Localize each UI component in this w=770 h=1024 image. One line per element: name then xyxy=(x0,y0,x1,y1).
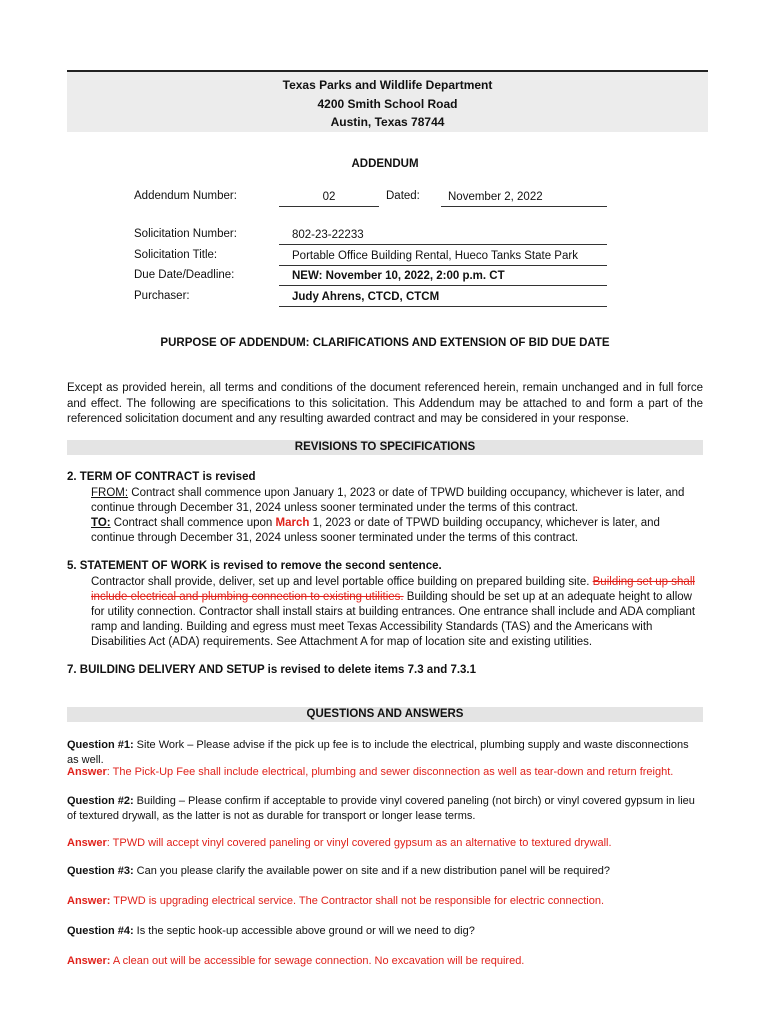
section-2-to xyxy=(91,516,701,546)
solicitation-title-value: Portable Office Building Rental, Hueco Tanks State Park xyxy=(279,249,607,266)
s5-text-b: Building should be set up at an adequate height to allow for utility connection. Contractor shall install stairs at building entrances. One entrance shall include and ADA compliant ramp and landing. Building and egress must meet Texas Accessibility Standards (TAS) and the Americans with Disabilities Act (ADA) requirements. See Attachment A for map of location site and existing utilities. xyxy=(91,591,696,648)
intro-paragraph: Except as provided herein, all terms and conditions of the document referenced herein, remain unchanged and in full force and effect. The following are specifications to this solicitation. This Addendum may be attached to and form a part of the referenced solicitation document and any resulting awarded contract and may be considered in your response. xyxy=(67,382,703,425)
answer-4 xyxy=(67,954,703,969)
q1-label: Question #1: xyxy=(67,739,134,751)
a2-label: Answer xyxy=(67,837,107,849)
question-2 xyxy=(67,794,703,824)
answer-1 xyxy=(67,765,703,780)
q2-text: Building – Please confirm if acceptable to provide vinyl covered paneling (not birch) or vinyl covered gypsum in lieu of textured drywall, as the latter is not as durable for transport or longer lease terms. xyxy=(67,795,695,822)
section-5-body xyxy=(91,575,701,650)
a2-text: : TPWD will accept vinyl covered paneling or vinyl covered gypsum as an alternative to textured drywall. xyxy=(106,837,612,849)
from-text: Contract shall commence upon January 1, 2023 or date of TPWD building occupancy, whichever is later, and continue through December 31, 2024 unless sooner terminated under the terms of this contract. xyxy=(91,487,685,514)
section-7-heading: 7. BUILDING DELIVERY AND SETUP is revised to delete items 7.3 and 7.3.1 xyxy=(67,664,477,676)
addendum-title: ADDENDUM xyxy=(351,158,419,170)
q3-label: Question #3: xyxy=(67,865,134,877)
solicitation-number-value: 802-23-22233 xyxy=(279,228,607,245)
dated-value: November 2, 2022 xyxy=(441,190,607,207)
solicitation-title-label: Solicitation Title: xyxy=(134,249,218,261)
a4-text: A clean out will be accessible for sewage connection. No excavation will be required. xyxy=(110,955,525,967)
to-text-b: 1, 2023 or date of TPWD building occupancy, whichever is later, and continue through December 31, 2024 unless sooner terminated under the terms of this contract. xyxy=(91,517,660,544)
due-date-label: Due Date/Deadline: xyxy=(134,269,235,281)
to-text-a: Contract shall commence upon xyxy=(110,517,276,529)
revisions-heading: REVISIONS TO SPECIFICATIONS xyxy=(67,440,703,455)
to-march: March xyxy=(275,517,310,529)
q1-text: Site Work – Please advise if the pick up fee is to include the electrical, plumbing supply and waste disconnections as well. xyxy=(67,739,689,766)
addendum-number-label: Addendum Number: xyxy=(134,190,237,202)
a1-text: : The Pick-Up Fee shall include electrical, plumbing and sewer disconnection as well as tear-down and return freight. xyxy=(106,766,674,778)
purchaser-value: Judy Ahrens, CTCD, CTCM xyxy=(279,290,607,307)
purpose-heading: PURPOSE OF ADDENDUM: CLARIFICATIONS AND EXTENSION OF BID DUE DATE xyxy=(160,337,610,349)
agency-city: Austin, Texas 78744 xyxy=(330,115,445,129)
section-2-from xyxy=(91,486,701,516)
purchaser-label: Purchaser: xyxy=(134,290,190,302)
answer-2 xyxy=(67,836,703,851)
question-4 xyxy=(67,924,703,939)
s5-struck-sentence: Building set up shall include electrical and plumbing connection to existing utilities. xyxy=(91,576,695,603)
dated-label: Dated: xyxy=(386,190,420,202)
solicitation-number-label: Solicitation Number: xyxy=(134,228,237,240)
a1-label: Answer xyxy=(67,766,107,778)
section-5-heading: 5. STATEMENT OF WORK is revised to remove the second sentence. xyxy=(67,560,442,572)
to-label: TO: xyxy=(91,517,111,529)
q4-text: Is the septic hook-up accessible above ground or will we need to dig? xyxy=(133,925,475,937)
q2-label: Question #2: xyxy=(67,795,134,807)
answer-3 xyxy=(67,894,703,909)
a3-label: Answer: xyxy=(67,895,111,907)
agency-street: 4200 Smith School Road xyxy=(317,96,458,111)
a3-text: TPWD is upgrading electrical service. The Contractor shall not be responsible for electric connection. xyxy=(110,895,605,907)
s5-text-a: Contractor shall provide, deliver, set up and level portable office building on prepared building site. xyxy=(91,576,593,588)
q4-label: Question #4: xyxy=(67,925,134,937)
agency-name: Texas Parks and Wildlife Department xyxy=(282,78,493,92)
question-3 xyxy=(67,864,703,879)
qa-heading: QUESTIONS AND ANSWERS xyxy=(67,707,703,722)
due-date-value: NEW: November 10, 2022, 2:00 p.m. CT xyxy=(279,269,607,286)
agency-header xyxy=(67,70,708,132)
section-2-heading: 2. TERM OF CONTRACT is revised xyxy=(67,471,256,483)
a4-label: Answer: xyxy=(67,955,111,967)
from-label: FROM: xyxy=(91,487,129,499)
q3-text: Can you please clarify the available power on site and if a new distribution panel will be required? xyxy=(133,865,610,877)
question-1 xyxy=(67,738,703,768)
addendum-number-value: 02 xyxy=(279,190,379,207)
